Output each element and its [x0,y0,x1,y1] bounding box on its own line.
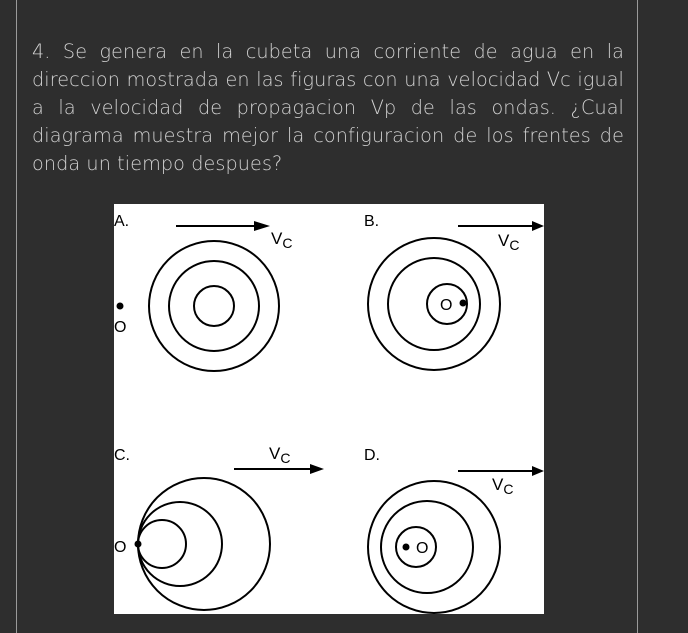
panel-b [364,213,544,370]
panel-a-wavefront-inner [194,286,234,326]
panel-a-source-dot [117,303,124,310]
panel-c-source-dot [135,541,142,548]
panel-c-velocity-arrow-head [310,464,324,474]
panel-a-label: A. [114,213,130,230]
panel-b-source-label: O [440,297,453,314]
panel-d [364,447,544,613]
panel-a-velocity-label: $V_C$ [271,229,293,251]
panel-d-velocity-arrow-head [532,466,544,476]
panel-c [114,444,324,610]
wavefront-diagram-svg [114,204,544,614]
panel-a-source-label: O [114,319,127,336]
panel-d-source-dot [403,544,410,551]
panel-d-velocity-label: $V_C$ [492,475,514,497]
wavefront-diagram-figure [114,204,544,614]
panel-c-velocity-label: $V_C$ [269,444,291,466]
panel-a [114,213,292,371]
panel-b-source-dot [460,300,467,307]
panel-b-label: B. [364,213,380,230]
panel-a-velocity-arrow-head [254,221,270,231]
panel-b-velocity-label: $V_C$ [498,231,520,253]
panel-d-source-label: O [416,540,429,557]
panel-b-velocity-arrow-head [532,221,544,231]
panel-d-label: D. [364,447,380,464]
question-text: 4. Se genera en la cubeta una corriente de agua en la direccion mostrada en las figuras con una velocidad Vc igual a la velocidad de propagacion Vp de las ondas. ¿Cual diagrama muestra mejor la configuracion de los frentes de onda un tiempo despues? [32,40,624,175]
panel-c-wavefront-inner [138,520,186,568]
panel-c-wavefront-outer [138,478,270,610]
panel-c-source-label: O [114,539,127,556]
panel-a-wavefront-middle [169,261,259,351]
panel-c-label: C. [114,447,130,464]
panel-c-wavefront-middle [138,502,222,586]
